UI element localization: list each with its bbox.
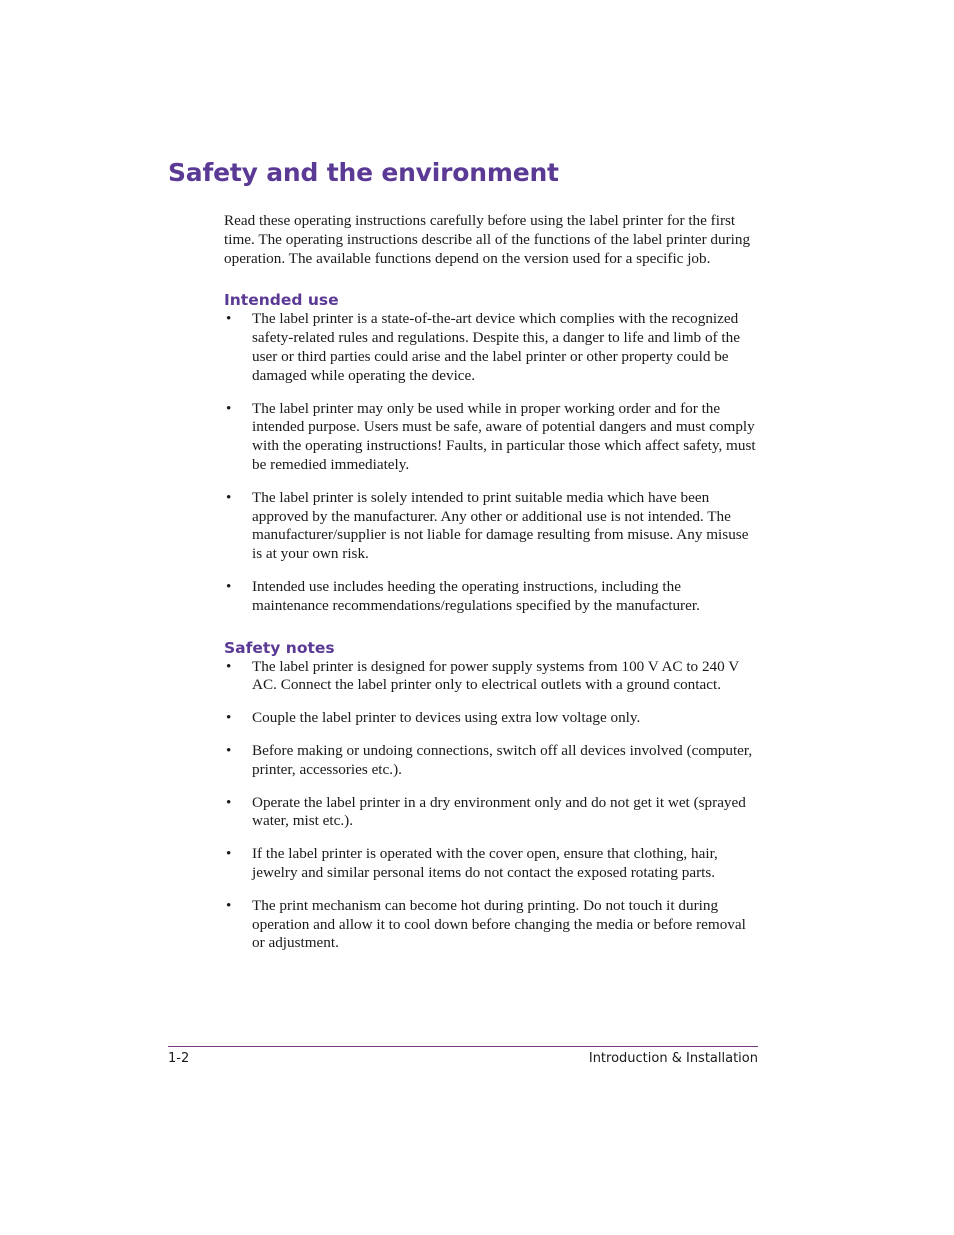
list-item: • The label printer is designed for power supply systems from 100 V AC to 240 V AC. Connect the label printer only to electrical outlets with a ground contact. [224,658,760,696]
list-item: • The label printer may only be used while in proper working order and for the intended purpose. Users must be safe, aware of potential dangers and must comply with the operating instructions! Faults, in particular those which affect safety, must be remedied immediately. [224,400,760,475]
intended-use-list [224,310,760,615]
list-item: • If the label printer is operated with the cover open, ensure that clothing, hair, jewelry and similar personal items do not contact the exposed rotating parts. [224,845,760,883]
section-heading-safety-notes: Safety notes [224,638,335,657]
footer-divider [168,1046,758,1047]
safety-notes-list [224,658,760,954]
page-title: Safety and the environment [168,158,559,187]
list-item: • Operate the label printer in a dry environment only and do not get it wet (sprayed water, mist etc.). [224,794,760,832]
list-item: • The label printer is a state-of-the-art device which complies with the recognized safety-related rules and regulations. Despite this, a danger to life and limb of the user or third parties could arise and the label printer or other property could be damaged while operating the device. [224,310,760,385]
intro-paragraph: Read these operating instructions carefully before using the label printer for the first time. The operating instructions describe all of the functions of the label printer during operation. The available functions depend on the version used for a specific job. [224,212,751,267]
footer-page-number: 1-2 [168,1051,190,1066]
footer-section-name: Introduction & Installation [588,1051,758,1066]
section-heading-intended-use: Intended use [224,291,339,310]
list-item: • Couple the label printer to devices using extra low voltage only. [224,709,760,728]
list-item: • The label printer is solely intended to print suitable media which have been approved by the manufacturer. Any other or additional use is not intended. The manufacturer/supplier is not liable for damage resulting from misuse. Any misuse is at your own risk. [224,489,760,564]
list-item: • The print mechanism can become hot during printing. Do not touch it during operation and allow it to cool down before changing the media or before removal or adjustment. [224,897,760,953]
list-item: • Intended use includes heeding the operating instructions, including the maintenance recommendations/regulations specified by the manufacturer. [224,578,760,616]
body-column [224,212,760,967]
list-item: • Before making or undoing connections, switch off all devices involved (computer, printer, accessories etc.). [224,742,760,780]
